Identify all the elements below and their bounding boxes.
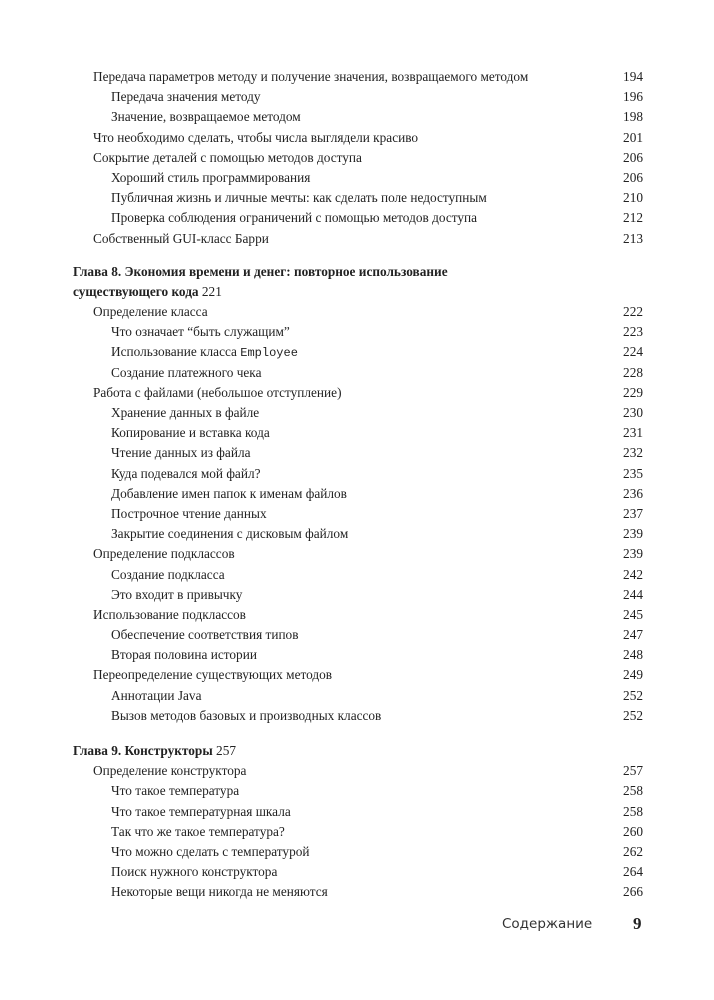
toc-entry-title-text: Что необходимо сделать, чтобы числа выглядели красиво <box>93 129 419 145</box>
toc-entry-title <box>111 484 347 504</box>
toc-entry-title <box>93 544 235 564</box>
toc-entry[interactable] <box>73 544 643 564</box>
toc-entry-title <box>111 363 261 383</box>
toc-entry-page: 258 <box>623 803 643 819</box>
toc-entry[interactable] <box>73 484 643 504</box>
toc-entry[interactable] <box>73 87 643 107</box>
toc-entry-page: 244 <box>623 586 643 602</box>
toc-entry-title-text: Что можно сделать с температурой <box>111 843 310 859</box>
toc-entry[interactable] <box>73 128 643 148</box>
toc-entry-title <box>111 862 277 882</box>
toc-entry-title-text: Создание подкласса <box>111 566 225 582</box>
toc-entry-page: 212 <box>623 210 643 226</box>
toc-entry[interactable] <box>73 524 643 544</box>
toc-entry-title-text: Чтение данных из файла <box>111 445 251 461</box>
toc-entry-title-text: Использование класса <box>111 344 241 360</box>
toc-entry-page: 230 <box>623 405 643 420</box>
toc-entry[interactable] <box>73 761 643 781</box>
toc-entry[interactable] <box>73 665 643 685</box>
toc-entry[interactable] <box>73 842 643 862</box>
toc-entry-title-text: Определение конструктора <box>93 763 247 779</box>
toc-entry-page: 231 <box>623 425 643 441</box>
toc-entry[interactable] <box>73 403 643 423</box>
chapter-9-heading[interactable] <box>73 741 643 761</box>
toc-entry-title-text: Публичная жизнь и личные мечты: как сделать поле недоступным <box>111 190 487 206</box>
toc-entry-title-text: Вызов методов базовых и производных классов <box>111 707 382 723</box>
toc-entry-title <box>111 443 250 463</box>
toc-entry-title <box>111 645 257 665</box>
toc-entry-title <box>93 383 342 403</box>
toc-section-continued <box>73 67 643 249</box>
toc-entry[interactable] <box>73 464 643 484</box>
toc-entry-page: 239 <box>623 526 643 542</box>
toc-entry-title-text: Добавление имен папок к именам файлов <box>111 485 347 501</box>
toc-entry-page: 224 <box>623 344 643 360</box>
toc-entry[interactable] <box>73 585 643 605</box>
toc-entry-page: 236 <box>623 485 643 501</box>
toc-entry-page: 235 <box>623 465 643 481</box>
toc-entry-page: 266 <box>623 884 643 900</box>
chapter-8-entries <box>73 302 643 726</box>
toc-entry-title-text: Куда подевался мой файл? <box>111 465 261 481</box>
toc-entry[interactable] <box>73 423 643 443</box>
toc-entry-title-text: Использование подклассов <box>93 606 246 622</box>
toc-entry-title <box>93 229 269 249</box>
toc-entry-page: 228 <box>623 364 643 380</box>
toc-entry-title <box>111 822 285 842</box>
chapter-9-page: 257 <box>216 743 236 758</box>
toc-entry-title-text: Хороший стиль программирования <box>111 169 311 185</box>
chapter-9-entries <box>73 761 643 902</box>
toc-entry[interactable] <box>73 645 643 665</box>
toc-entry-title <box>93 665 332 685</box>
toc-entry[interactable] <box>73 802 643 822</box>
toc-entry-title <box>111 842 310 862</box>
toc-entry[interactable] <box>73 188 643 208</box>
toc-entry-title <box>111 625 299 645</box>
toc-entry-title <box>111 882 328 902</box>
toc-entry-title <box>93 302 208 322</box>
toc-entry-title-text: Некоторые вещи никогда не меняются <box>111 884 328 900</box>
toc-entry[interactable] <box>73 781 643 801</box>
toc-entry[interactable] <box>73 383 643 403</box>
toc-entry-title <box>93 605 246 625</box>
toc-entry-page: 260 <box>623 823 643 839</box>
toc-entry[interactable] <box>73 504 643 524</box>
toc-entry-title <box>111 565 225 585</box>
toc-entry-page: 248 <box>623 647 643 663</box>
chapter-8-title-line-1: Глава 8. Экономия времени и денег: повторное использование <box>73 263 448 279</box>
toc-entry-title-text: Сокрытие деталей с помощью методов доступа <box>93 149 362 165</box>
toc-entry-page: 262 <box>623 843 643 859</box>
toc-entry-title-text: Обеспечение соответствия типов <box>111 627 299 643</box>
toc-entry-title <box>93 761 246 781</box>
toc-entry[interactable] <box>73 107 643 127</box>
toc-entry-title-text: Передача параметров методу и получение значения, возвращаемого методом <box>93 69 529 84</box>
toc-entry[interactable] <box>73 706 643 726</box>
toc-entry-title-text: Определение подклассов <box>93 546 235 562</box>
toc-entry-title-text: Это входит в привычку <box>111 586 243 602</box>
toc-entry-title <box>111 686 201 706</box>
toc-entry-title-text: Что такое температура <box>111 783 240 799</box>
toc-entry-title-text: Создание платежного чека <box>111 364 262 380</box>
toc-entry[interactable] <box>73 605 643 625</box>
toc-entry-title <box>111 585 242 605</box>
toc-entry-title-text: Аннотации Java <box>111 687 202 703</box>
toc-entry-title <box>111 464 261 484</box>
toc-entry-title <box>111 524 348 544</box>
toc-entry-title <box>93 67 528 87</box>
toc-entry-title-text: Проверка соблюдения ограничений с помощью методов доступа <box>111 210 478 226</box>
page-number: 9 <box>633 914 642 933</box>
toc-entry-page: 223 <box>623 324 643 340</box>
toc-entry-page: 249 <box>623 667 643 683</box>
toc-entry-page: 257 <box>623 763 643 779</box>
toc-entry-page: 222 <box>623 304 643 320</box>
toc-entry-page: 206 <box>623 169 643 185</box>
toc-entry-title-text: Вторая половина истории <box>111 647 257 663</box>
toc-entry-title-text: Передача значения методу <box>111 89 261 105</box>
toc-entry-page: 258 <box>623 783 643 799</box>
toc-entry-title-text: Копирование и вставка кода <box>111 425 270 441</box>
toc-entry-title <box>111 781 239 801</box>
toc-entry-page: 213 <box>623 230 643 246</box>
toc-entry-title <box>111 208 477 228</box>
toc-entry-title-text: Что такое температурная шкала <box>111 803 291 819</box>
toc-entry-title <box>111 322 290 342</box>
toc-entry-title-text: Работа с файлами (небольшое отступление) <box>93 384 342 400</box>
toc-entry[interactable] <box>73 625 643 645</box>
toc-entry-title <box>111 403 259 423</box>
toc-entry-title <box>111 188 487 208</box>
toc-entry-page: 210 <box>623 190 643 206</box>
toc-entry[interactable] <box>73 148 643 168</box>
toc-entry-title <box>93 128 418 148</box>
toc-entry-page: 252 <box>623 687 643 703</box>
toc-entry[interactable] <box>73 363 643 383</box>
chapter-8-title-line-2: существующего кода <box>73 283 199 299</box>
toc-entry[interactable] <box>73 862 643 882</box>
toc-entry[interactable] <box>73 565 643 585</box>
toc-entry[interactable] <box>73 208 643 228</box>
toc-entry[interactable] <box>73 67 643 87</box>
toc-entry-page: 252 <box>623 707 643 723</box>
toc-entry[interactable] <box>73 342 643 362</box>
page-footer <box>0 914 714 936</box>
toc-entry-page: 229 <box>623 384 643 400</box>
toc-entry-page: 239 <box>623 546 643 562</box>
toc-entry-page: 237 <box>623 505 643 521</box>
toc-entry[interactable] <box>73 322 643 342</box>
toc-entry-page: 198 <box>623 109 643 125</box>
toc-entry-title-text: Собственный GUI-класс Барри <box>93 230 269 246</box>
toc-entry-title <box>111 342 298 363</box>
toc-entry[interactable] <box>73 302 643 322</box>
toc-entry-page: 194 <box>623 69 643 84</box>
toc-entry-title-text: Хранение данных в файле <box>111 405 260 420</box>
toc-entry[interactable] <box>73 168 643 188</box>
toc-entry-title-text: Поиск нужного конструктора <box>111 864 278 880</box>
toc-entry-title-text: Так что же такое температура? <box>111 823 285 839</box>
toc-entry-page: 232 <box>623 445 643 461</box>
toc-entry-title <box>111 107 301 127</box>
toc-entry-title-text: Построчное чтение данных <box>111 505 267 521</box>
toc-entry-page: 242 <box>623 566 643 582</box>
toc-entry-page: 264 <box>623 864 643 880</box>
toc-entry-code: Employee <box>240 346 298 361</box>
toc-entry-page: 206 <box>623 149 643 165</box>
toc-entry-title-text: Переопределение существующих методов <box>93 667 333 683</box>
toc-entry-title <box>93 148 362 168</box>
toc-entry[interactable] <box>73 443 643 463</box>
toc-entry-title-text: Значение, возвращаемое методом <box>111 109 301 125</box>
toc-entry[interactable] <box>73 822 643 842</box>
toc-entry-title <box>111 87 261 107</box>
toc-entry-title <box>111 802 291 822</box>
toc-entry[interactable] <box>73 882 643 902</box>
chapter-9-title: Глава 9. Конструкторы <box>73 743 213 758</box>
toc-entry-title <box>111 168 310 188</box>
chapter-8-heading[interactable] <box>73 262 643 302</box>
toc-entry-title-text: Что означает “быть служащим” <box>111 324 290 340</box>
toc-entry-title-text: Определение класса <box>93 304 208 320</box>
footer-section-label: Содержание <box>502 916 593 932</box>
chapter-8-page: 221 <box>201 283 222 299</box>
toc-entry-title-text: Закрытие соединения с дисковым файлом <box>111 526 349 542</box>
toc-entry-page: 247 <box>623 627 643 643</box>
toc-entry[interactable] <box>73 229 643 249</box>
toc-entry[interactable] <box>73 686 643 706</box>
toc-entry-title <box>111 423 270 443</box>
table-of-contents <box>73 67 643 903</box>
toc-entry-page: 245 <box>623 606 643 622</box>
toc-entry-title <box>111 706 381 726</box>
toc-entry-page: 196 <box>623 89 643 105</box>
toc-entry-page: 201 <box>623 129 643 145</box>
toc-entry-title <box>111 504 267 524</box>
